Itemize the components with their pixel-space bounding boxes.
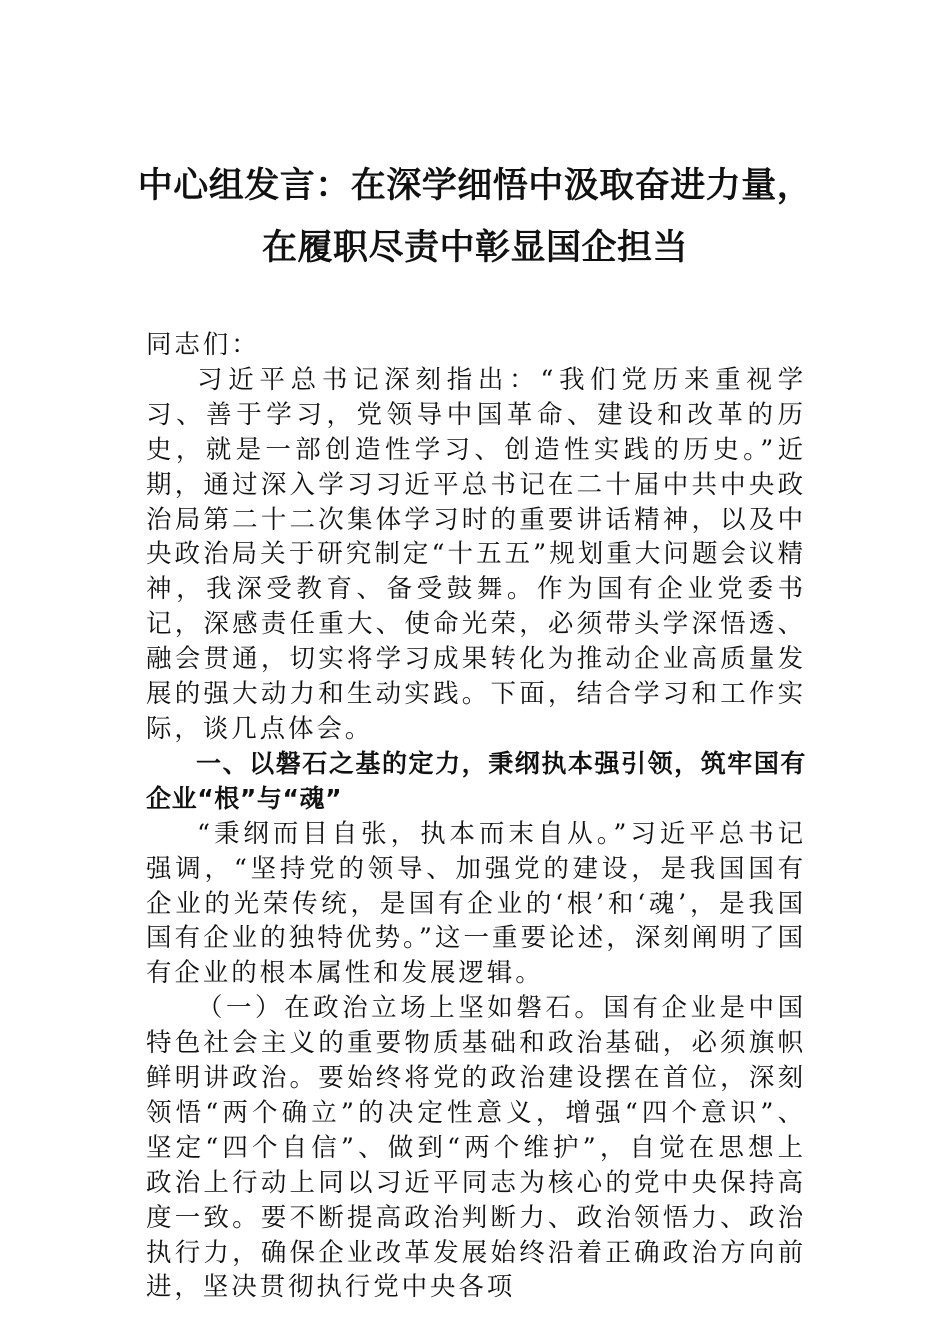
document-title-line-2: 在履职尽责中彰显国企担当 bbox=[261, 227, 688, 268]
document-title-line-1: 中心组发言：在深学细悟中汲取奋进力量， bbox=[137, 165, 813, 206]
section-heading-1: 一、以磐石之基的定力，秉纲执本强引领，筑牢国有企业“根”与“魂” bbox=[146, 748, 806, 813]
subsection-text-1: 国有企业是中国特色社会主义的重要物质基础和政治基础，必须旗帜鲜明讲政治。要始终将党的政治建设摆在首位，深刻领悟“两个确立”的决定性意义，增强“四个意识”、坚定“四个自信”、做到“两个维护”，自觉在思想上政治上行动上同以习近平同志为核心的党中央保持高度一致。要不断提高政治判断力、政治领悟力、政治执行力，确保企业改革发展始终沿着正确政治方向前进，坚决贯彻执行党中央各项 bbox=[146, 993, 806, 1303]
paragraph-subsection-1 bbox=[146, 991, 806, 1305]
paragraph-section-1: “秉纲而目自张，执本而末自从。”习近平总书记强调，“坚持党的领导、加强党的建设，是我国国有企业的光荣传统，是国有企业的‘根’和‘魂’，是我国国有企业的独特优势。”这一重要论述，深刻阐明了国有企业的根本属性和发展逻辑。 bbox=[146, 818, 806, 989]
salutation: 同志们： bbox=[146, 330, 260, 360]
document-body bbox=[146, 328, 806, 1305]
subsection-lead-1: （一）在政治立场上坚如磐石。 bbox=[197, 993, 604, 1024]
paragraph-intro: 习近平总书记深刻指出：“我们党历来重视学习、善于学习，党领导中国革命、建设和改革的历史，就是一部创造性学习、创造性实践的历史。”近期，通过深入学习习近平总书记在二十届中共中央政治局第二十二次集体学习时的重要讲话精神，以及中央政治局关于研究制定“十五五”规划重大问题会议精神，我深受教育、备受鼓舞。作为国有企业党委书记，深感责任重大、使命光荣，必须带头学深悟透、融会贯通，切实将学习成果转化为推动企业高质量发展的强大动力和生动实践。下面，结合学习和工作实际，谈几点体会。 bbox=[146, 364, 806, 744]
